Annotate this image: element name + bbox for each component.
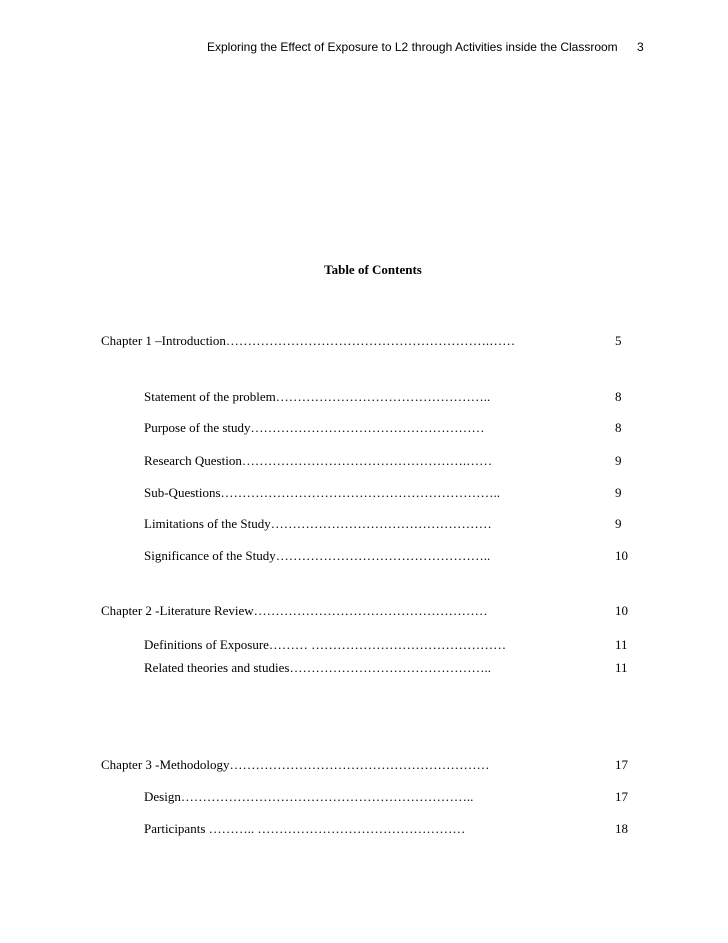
toc-entry-text: Chapter 1 –Introduction…………………………………………………….…… [101,333,516,348]
toc-entry-text: Participants ……….. ………………………………………… [144,821,466,836]
toc-entry-page: 11 [615,637,628,652]
toc-entry-page: 10 [615,548,628,563]
toc-entry-chapter-1 [0,332,728,350]
toc-entry-page: 9 [615,453,622,468]
toc-entry-page: 18 [615,821,628,836]
toc-entry-page: 11 [615,660,628,675]
toc-entry-page: 5 [615,333,622,348]
toc-entry-page: 17 [615,757,628,772]
toc-entry-chapter-3 [0,756,728,774]
toc-entry-research-question [0,452,728,470]
toc-entry-page: 8 [615,389,622,404]
toc-entry-text: Chapter 2 -Literature Review……………………………………………… [101,603,488,618]
toc-entry-page: 9 [615,485,622,500]
toc-entry-text: Chapter 3 -Methodology…………………………………………………… [101,757,490,772]
toc-entry-participants [0,820,728,838]
toc-entry-chapter-2 [0,602,728,620]
toc-entry-related-theories [0,659,728,677]
toc-entry-statement-of-problem [0,388,728,406]
toc-title: Table of Contents [324,262,422,277]
toc-entry-text: Statement of the problem………………………………………….. [144,389,491,404]
toc-entry-text: Related theories and studies……………………………………….. [144,660,491,675]
toc-entry-design [0,788,728,806]
running-head [0,40,728,60]
toc-entry-limitations [0,515,728,533]
toc-entry-text: Purpose of the study……………………………………………… [144,420,485,435]
toc-entry-text: Definitions of Exposure……… ……………………………………… [144,637,507,652]
toc-entry-page: 9 [615,516,622,531]
toc-entry-text: Design………………………………………………………….. [144,789,474,804]
toc-entry-text: Sub-Questions……………………………………………………….. [144,485,501,500]
page-number: 3 [637,40,644,54]
toc-entry-page: 8 [615,420,622,435]
toc-entry-purpose [0,419,728,437]
toc-entry-definitions [0,636,728,654]
toc-entry-text: Limitations of the Study…………………………………………… [144,516,492,531]
toc-entry-text: Significance of the Study………………………………………….. [144,548,491,563]
toc-entry-significance [0,547,728,565]
toc-entry-page: 17 [615,789,628,804]
running-head-title: Exploring the Effect of Exposure to L2 through Activities inside the Classroom [207,40,618,54]
toc-entry-text: Research Question…………………………………………….…… [144,453,493,468]
toc-entry-page: 10 [615,603,628,618]
toc-entry-sub-questions [0,484,728,502]
